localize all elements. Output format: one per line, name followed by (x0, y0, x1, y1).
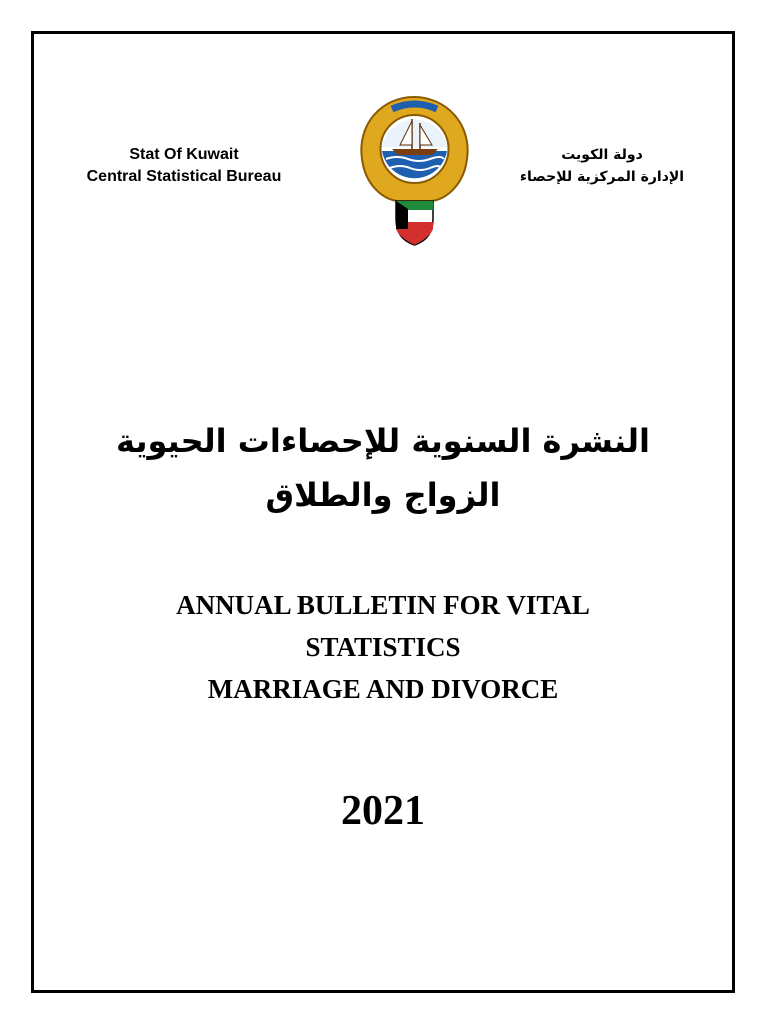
title-arabic-line1: النشرة السنوية للإحصاءات الحيوية (116, 422, 650, 460)
page-border (31, 31, 735, 993)
title-arabic-line2: الزواج والطلاق (265, 476, 501, 514)
kuwait-emblem-icon (352, 89, 477, 249)
country-name-en: Stat Of Kuwait (129, 146, 239, 163)
header-arabic (482, 144, 722, 188)
bureau-name-ar: الإدارة المركزية للإحصاء (519, 169, 685, 185)
title-english-line2: STATISTICS (305, 632, 461, 662)
title-english-line1: ANNUAL BULLETIN FOR VITAL (176, 590, 590, 620)
title-english-line3: MARRIAGE AND DIVORCE (207, 674, 559, 704)
country-name-ar: دولة الكويت (561, 147, 643, 163)
publication-year: 2021 (341, 788, 425, 834)
header-english (44, 144, 324, 188)
bureau-name-en: Central Statistical Bureau (86, 168, 282, 185)
